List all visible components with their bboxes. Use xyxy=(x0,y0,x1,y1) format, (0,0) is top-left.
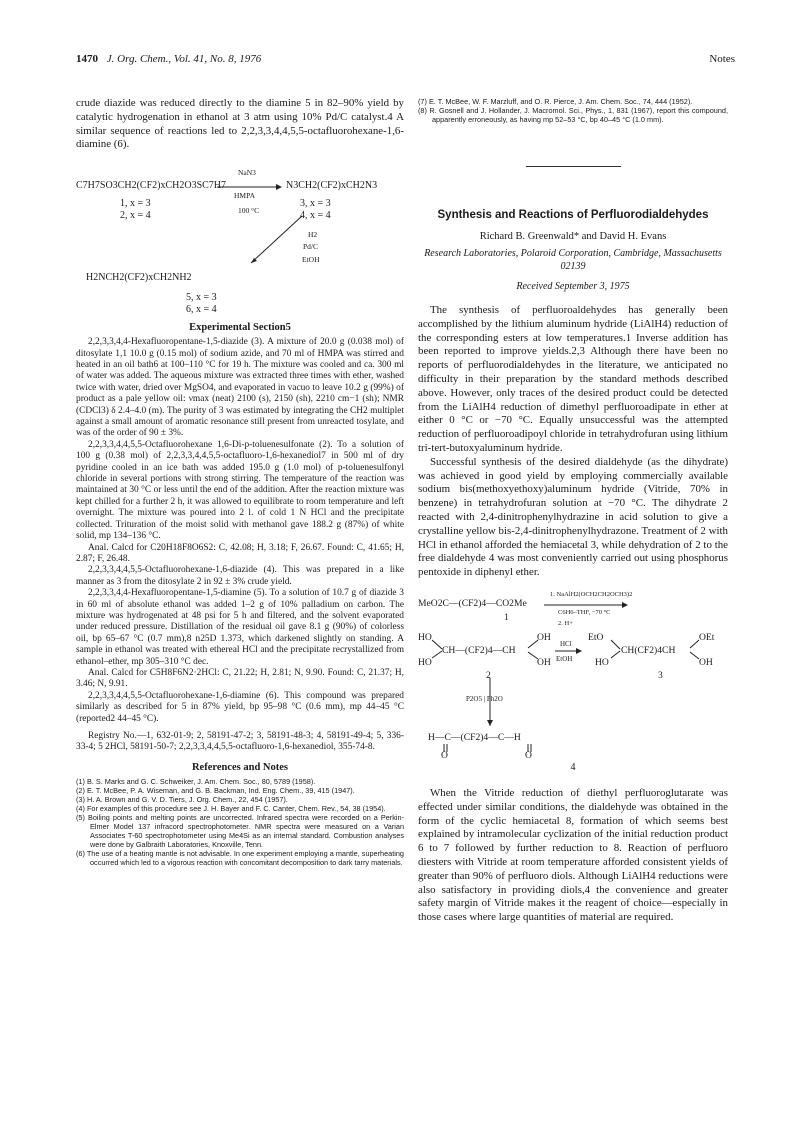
section-divider xyxy=(526,166,621,167)
left-column xyxy=(76,97,404,867)
scheme-oxygen-2: O xyxy=(525,749,532,761)
compound-3-label: 3 xyxy=(658,669,663,681)
compound-1-label: 1 xyxy=(504,611,509,623)
scheme-ethanol: EtOH xyxy=(302,255,320,265)
scheme-ho-bottom: HO xyxy=(418,656,432,668)
exp-paragraph: Anal. Calcd for C5H8F6N2·2HCl: C, 21.22; H, 2.81; N, 9.90. Found: C, 21.37; H, 3.46; N, 9.91. xyxy=(76,667,404,690)
body-paragraph: Successful synthesis of the desired dialdehyde (as the dihydrate) was achieved in good yield by employing commercially available sodium bis(methoxyethoxy)aluminum hydride (Vitride, 70% in benzene) in tetrahydrofuran solution at −70 °C. The dihydrate 2 reacted with 2,4-dinitrophenylhydrazine in acid solution to give a crystalline yellow bis-2,4-dinitrophenylhydrazone. Treatment of 2 with HCl in ethanol afforded the hemiacetal 3, while dehydration of 2 to the free dialdehyde 4 was most conveniently carried out using phosphorus pentoxide in diphenyl ether. xyxy=(418,455,728,579)
journal-citation: J. Org. Chem., Vol. 41, No. 8, 1976 xyxy=(106,53,262,65)
scheme-compound-2: 2, x = 4 xyxy=(120,210,151,222)
scheme-compound-5: 5, x = 3 xyxy=(186,292,217,304)
section-label: Notes xyxy=(709,53,735,65)
scheme-ester: MeO2C—(CF2)4—CO2Me xyxy=(418,597,527,609)
exp-paragraph: Anal. Calcd for C20H18F8O6S2: C, 42.08; H, 3.18; F, 26.67. Found: C, 41.65; H, 2.87; F, 26.48. xyxy=(76,542,404,564)
reference-item: (6) The use of a heating mantle is not advisable. In one experiment employing a mantle, superheating occurred which led to a vigorous reaction with concomitant decomposition to dark tarry materials. xyxy=(76,848,404,867)
scheme-1 xyxy=(76,152,404,320)
page-number: 1470 xyxy=(76,53,98,65)
reference-item: (5) Boiling points and melting points are uncorrected. Infrared spectra were recorded on a Perkin-Elmer Model 137 infracord spectrophotometer. NMR spectra were measured on a Varian Associates T-60 spectrophotometer using Me4Si as an internal standard. Combustion analyses were done by Galbraith Laboratories, Knoxville, Tenn. xyxy=(76,812,404,849)
scheme-hemiacetal: CH(CF2)4CH xyxy=(621,644,676,656)
scheme-2 xyxy=(418,590,728,762)
received-date: Received September 3, 1975 xyxy=(516,281,630,292)
reference-item: (7) E. T. McBee, W. F. Marzluff, and O. R. Pierce, J. Am. Chem. Soc., 74, 444 (1952). xyxy=(418,97,693,106)
scheme-diamine: H2NCH2(CF2)xCH2NH2 xyxy=(86,272,192,284)
scheme-oet: OEt xyxy=(699,631,715,643)
reference-item: (1) B. S. Marks and G. C. Schweiker, J. Am. Chem. Soc., 80, 5789 (1958). xyxy=(76,776,316,786)
reference-item: (8) R. Gosnell and J. Hollander, J. Macromol. Sci., Phys., 1, 831 (1967), report this compound, apparently erroneously, as having mp 52–53 °C, bp 40–45 °C (1.0 mm). xyxy=(418,106,728,124)
compound-4-label: 4 xyxy=(570,761,576,773)
scheme-solvent: HMPA xyxy=(234,191,255,201)
body-paragraph: When the Vitride reduction of diethyl perfluoroglutarate was effected under similar conditions, the dialdehyde was obtained in the form of the cyclic hemiacetal 8, formation of which seems best explained by intramolecular cyclization of the initial reduction product 6 to 7 followed by further reduction to 8. Reaction of perfluoro diesters with Vitride at room temperature afforded consistent yields of greater than 90% of perfluoro diols. Although LiAlH4 reductions were also satisfactory in providing diols,4 the convenience and greater safety margin of Vitride makes it the reagent of choice—especially in those cases where large quantities of material are required. xyxy=(418,786,728,924)
compound-2-label: 2 xyxy=(486,669,491,681)
scheme-product: N3CH2(CF2)xCH2N3 xyxy=(286,180,378,192)
scheme-compound-3: 3, x = 3 xyxy=(300,198,331,210)
scheme-dihydrate: CH—(CF2)4—CH xyxy=(442,644,516,656)
references-heading: References and Notes xyxy=(191,761,289,773)
reference-item: (2) E. T. McBee, P. A. Wiseman, and G. B. Backman, Ind. Eng. Chem., 39, 415 (1947). xyxy=(76,785,355,795)
scheme-hcl: HCl xyxy=(560,639,572,648)
scheme-hydrogen: H2 xyxy=(308,230,318,240)
reference-item: (4) For examples of this procedure see J. H. Bayer and F. C. Canter, Chem. Rev., 54, 38 (1954). xyxy=(76,803,386,813)
scheme-eto: EtO xyxy=(588,631,604,643)
exp-paragraph: 2,2,3,3,4,4-Hexafluoropentane-1,5-diazide (3). A mixture of 20.0 g (0.038 mol) of ditosylate 1,1 10.0 g (0.15 mol) of sodium azide, and 70 ml of HMPA was stirred and heated in an oil bath6 at 100–110 °C for 19 h. The mixture was cooled and ca. 300 ml of water was added. The aqueous mixture was extracted three times with ether, washed twice with water, dried over MgSO4, and evaporated in vacuo to leave 10.2 g (99%) of product as a pale yellow oil: νmax (neat) 2100 (s), 2150 (sh), 2210 cm−1 (sh); NMR (CDCl3) δ 2.4–4.0 (m). The purity of 3 was estimated by integrating the CH2 multiplet against a small amount of aromatic resonance still present from unreacted tosylate, and was of the order of 90 ± 3%. xyxy=(76,337,404,439)
scheme-dehydration: P2O5 | Ph2O xyxy=(466,694,503,703)
scheme-ho-3: HO xyxy=(595,656,609,668)
intro-paragraph: crude diazide was reduced directly to the diamine 5 in 82–90% yield by catalytic hydrogenation in ethanol at 3 atm using 10% Pd/C catalyst.4 A similar sequence of reactions led to 2,2,3,3,4,4,5,5-octafluorohexane-1,6-diamine (6). xyxy=(76,97,404,151)
scheme-step2: 2. H+ xyxy=(558,619,573,627)
scheme-catalyst: Pd/C xyxy=(303,242,319,252)
scheme-oh-3: OH xyxy=(699,656,713,668)
scheme-ho-top: HO xyxy=(418,631,432,643)
scheme-step1-conditions: C6H6–THF, −70 °C xyxy=(558,608,611,616)
article-title: Synthesis and Reactions of Perfluorodialdehydes xyxy=(437,209,709,221)
registry-numbers: Registry No.—1, 632-01-9; 2, 58191-47-2; 3, 58191-48-3; 4, 58191-49-4; 5, 336-33-4; 5 2HCl, 58191-50-7; 2,2,3,3,4,4,5,5-octafluoro-1,6-hexanediol, 355-74-8. xyxy=(76,731,404,753)
scheme-temperature: 100 °C xyxy=(238,206,260,216)
body-paragraph: The synthesis of perfluoroaldehydes has generally been accomplished by the lithium aluminum hydride (LiAlH4) reduction of the corresponding esters at low temperatures.1 Inverse addition has been reported to improve yields.2,3 Although there have been no reports of perfluorodialdehydes in the literature, we anticipated no difficulty in their preparation by the standard methods described above. However, only traces of the desired product could be detected from the LiAlH4 reduction of dimethyl perfluoroadipate in ether at either 0 °C or −70 °C. Equally unsuccessful was the attempted reduction of perfluoroadipoyl chloride in tetrahydrofuran using lithium tri-tert-butoxyaluminum hydride. xyxy=(418,304,728,454)
scheme-oxygen-1: O xyxy=(441,749,448,761)
scheme-oh-top: OH xyxy=(537,631,551,643)
exp-paragraph: 2,2,3,3,4,4,5,5-Octafluorohexane-1,6-diazide (4). This was prepared in a like manner as 3 from the ditosylate 2 in 92 ± 3% crude yield. xyxy=(76,565,404,587)
scheme-compound-1: 1, x = 3 xyxy=(120,198,151,210)
scheme-step1: 1. NaAlH2(OCH2CH2OCH3)2 xyxy=(550,590,633,598)
article-affiliation: Research Laboratories, Polaroid Corporation, Cambridge, Massachusetts 02139 xyxy=(424,248,722,272)
exp-paragraph: 2,2,3,3,4,4-Hexafluoropentane-1,5-diamine (5). To a solution of 10.7 g of diazide 3 in 60 ml of absolute ethanol was added 1–2 g of 10% palladium on carbon. The mixture was hydrogenated at 48 psi for 5 h and filtered, and the solvent evaporated under reduced pressure. Distillation of the residual oil gave 8.1 g (90%) of colorless oil, bp 65–67 °C (0.7 mm),8 n25D 1.373, which darkened slightly on standing. A sample in ethanol was treated with ethereal HCl and the precipitate recrystallized from ethanol–ether, mp 305–310 °C dec. xyxy=(76,588,404,667)
exp-paragraph: 2,2,3,3,4,4,5,5-Octafluorohexane 1,6-Di-p-toluenesulfonate (2). To a solution of 100 g (0.38 mol) of 2,2,3,3,4,4,5,5-octafluoro-1,6-hexanediol7 in 500 ml of dry pyridine cooled in an ice bath was added 195.0 g (1.0 mol) of p-toluenesulfonyl chloride in several portions with strong stirring. The temperature of the reaction was maintained at 30 °C or less until the end of the addition. After the reaction mixture was kept chilled for a further 2 h, it was allowed to equilibrate to room temperature and left overnight. The mixture was poured into 2 l. of cold 1 N HCl and the precipitate collected. Trituration of the moist solid with methanol gave 188.2 g (87%) of white solid, mp 134–136 °C. xyxy=(76,439,404,542)
reference-item: (3) H. A. Brown and G. V. D. Tiers, J. Org. Chem., 22, 454 (1957). xyxy=(76,794,288,804)
article-authors: Richard B. Greenwald* and David H. Evans xyxy=(479,231,667,242)
scheme-dialdehyde: H—C—(CF2)4—C—H xyxy=(428,731,521,743)
exp-paragraph: 2,2,3,3,4,4,5,5-Octafluorohexane-1,6-diamine (6). This compound was prepared similarly as described for 5 in 87% yield, bp 95–98 °C (0.6 mm), mp 44–45 °C (reported2 44–45 °C). xyxy=(76,690,404,724)
scheme-compound-4: 4, x = 4 xyxy=(300,210,331,222)
scheme-reagent: NaN3 xyxy=(238,168,256,178)
scheme-1-arrows xyxy=(76,152,404,320)
page-header xyxy=(76,53,735,69)
experimental-heading: Experimental Section5 xyxy=(189,322,291,334)
scheme-reactant: C7H7SO3CH2(CF2)xCH2O3SC7H7 xyxy=(76,180,227,192)
scheme-oh-bottom: OH xyxy=(537,656,551,668)
scheme-compound-6: 6, x = 4 xyxy=(186,304,217,316)
right-column xyxy=(418,97,728,925)
scheme-etoh: EtOH xyxy=(556,654,573,663)
